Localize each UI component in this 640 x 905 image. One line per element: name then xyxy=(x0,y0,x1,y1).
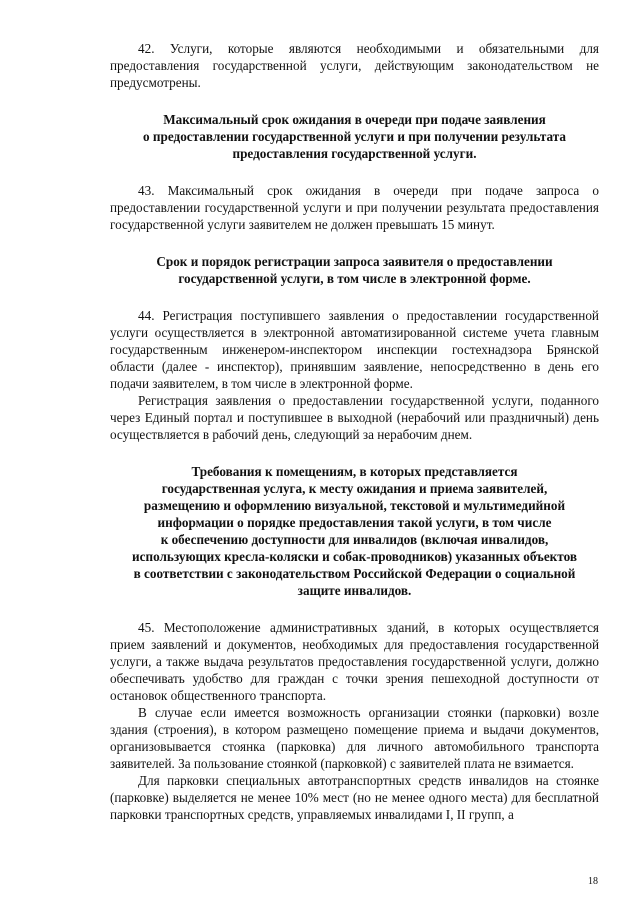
heading-line: Требования к помещениям, в которых представляется xyxy=(191,464,518,479)
heading-line: предоставления государственной услуги. xyxy=(232,146,477,161)
paragraph-44-registration: Регистрация заявления о предоставлении государственной услуги, поданного через Единый портал и поступившее в выходной (нерабочий или праздничный) день осуществляется в рабочий день, следующий за нерабочим днем. xyxy=(110,393,599,442)
document-body xyxy=(110,40,599,823)
heading-line: защите инвалидов. xyxy=(297,583,412,598)
heading-max-wait-time xyxy=(110,111,599,162)
paragraph-45-disabled-parking: Для парковки специальных автотранспортных средств инвалидов на стоянке (парковке) выделяется не менее 10% мест (но не менее одного места) для бесплатной парковки транспортных средств, управляемых инвалидами I, II групп, а xyxy=(110,773,599,822)
paragraph-45: 45. Местоположение административных зданий, в которых осуществляется прием заявлений и документов, необходимых для предоставления государственной услуги, а также выдача результатов предоставления государственной услуги, должно обеспечивать удобство для граждан с точки зрения пешеходной доступности от остановок общественного транспорта. xyxy=(110,620,599,703)
heading-line: информации о порядке предоставления такой услуги, в том числе xyxy=(157,515,552,530)
heading-line: к обеспечению доступности для инвалидов (включая инвалидов, xyxy=(160,532,549,547)
heading-premises-requirements xyxy=(110,463,599,599)
heading-line: в соответствии с законодательством Российской Федерации о социальной xyxy=(133,566,576,581)
paragraph-44: 44. Регистрация поступившего заявления о предоставлении государственной услуги осуществляется в электронной автоматизированной системе учета главным государственным инженером-инспектором инспекции гостехнадзора Брянской области (далее - инспектор), принявшим заявление, непосредственно в день его подачи заявителем, в том числе в электронной форме. xyxy=(110,308,599,391)
heading-line: размещению и оформлению визуальной, текстовой и мультимедийной xyxy=(143,498,566,513)
heading-line: использующих кресла-коляски и собак-проводников) указанных объектов xyxy=(132,549,577,564)
paragraph-45-parking: В случае если имеется возможность организации стоянки (парковки) возле здания (строения), в котором размещено помещение приема и выдачи документов, организовывается стоянка (парковка) для личного автомобильного транспорта заявителей. За пользование стоянкой (парковкой) с заявителей плата не взимается. xyxy=(110,705,599,771)
heading-line: о предоставлении государственной услуги и при получении результата xyxy=(143,129,566,144)
page-number: 18 xyxy=(588,876,598,887)
paragraph-42: 42. Услуги, которые являются необходимыми и обязательными для предоставления государственной услуги, действующим законодательством не предусмотрены. xyxy=(110,41,599,90)
heading-line: Максимальный срок ожидания в очереди при подаче заявления xyxy=(163,112,546,127)
heading-registration xyxy=(110,253,599,287)
heading-line: государственной услуги, в том числе в электронной форме. xyxy=(178,271,531,286)
heading-line: государственная услуга, к месту ожидания и приема заявителей, xyxy=(161,481,548,496)
paragraph-43: 43. Максимальный срок ожидания в очереди при подаче запроса о предоставлении государственной услуги и при получении результата предоставления государственной услуги заявителем не должен превышать 15 минут. xyxy=(110,183,599,232)
heading-line: Срок и порядок регистрации запроса заявителя о предоставлении xyxy=(156,254,553,269)
